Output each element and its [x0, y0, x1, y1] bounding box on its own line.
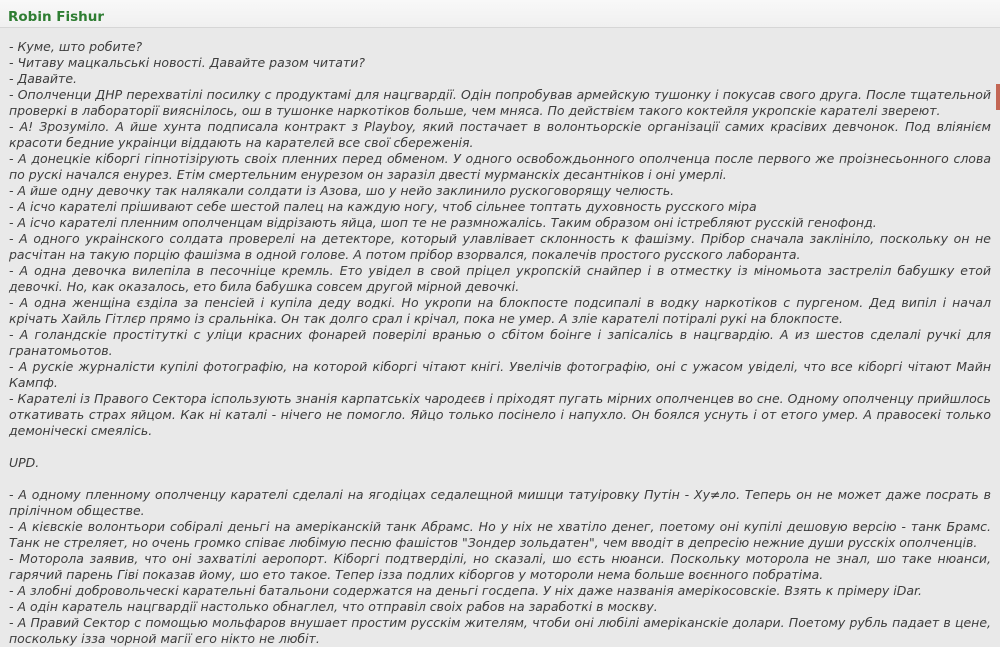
- post-line: - А донецкіе кіборгі гіпнотізірують своіх пленних перед обменом. У одного освобождьонного ополченца после первого же проізнесьонного слова по рускі начался енурез. Етім смертельним енурезом он заразіл двесті мурманскіх десантніков і оні умерлі.: [9, 151, 991, 182]
- post-line: - А одному пленному ополченцу карателі сделалі на ягодіцах седалещной мишци татуіровку Путін - Ху≠ло. Теперь он не может даже посрать в прілічном обществе.: [9, 487, 991, 518]
- post-line: - А одін каратель нацгвардії настолько обнаглел, что отправіл своіх рабов на заработкі в москву.: [9, 599, 658, 614]
- post-line: - А одна девочка вилепіла в песочніце кремль. Ето увідел в свой пріцел укропскій снайпер і в отместку із міномьота застреліл бабушку етой девочкі. Но, как оказалось, ето била бабушка совсем другой мірной девочкі.: [9, 263, 991, 294]
- post-body: [0, 28, 1000, 647]
- post-author-link[interactable]: Robin Fishur: [8, 9, 105, 25]
- post-line: - А одна женщіна єзділа за пенсіей і купіла деду водкі. Но укропи на блокпосте подсипалі в водку наркотіков с пургеном. Дед випіл і начал крічать Хайль Гітлєр прямо із сральніка. Он так долго срал і крічал, пока не умер. А зліе карателі потіралі рукі на блокпосте.: [9, 295, 991, 326]
- post-line: - Читаву мацкальські новості. Давайте разом читати?: [9, 55, 365, 70]
- scrollbar-thumb[interactable]: [996, 84, 1000, 110]
- post-line: - Куме, што робите?: [9, 39, 143, 54]
- post-line: - А одного украінского солдата проверелі на детекторе, который улавлівает склонность к фашізму. Прібор сначала заклініло, поскольку он не расчітан на такую порцію фашізма в одной голове. А потом прібор взорвался, покалечів простого русского лаборанта.: [9, 231, 991, 262]
- post-line: - А злобні добровольческі карательні батальони содержатся на деньгі госдепа. У ніх даже названія амерікосовскіе. Взять к прімеру iDar.: [9, 583, 923, 598]
- post-line: - Моторола заявив, что оні захватілі аеропорт. Кіборгі подтверділі, но сказалі, шо єсть нюанси. Поскольку моторола не знал, шо таке нюанси, гарячий парень Гіві показав йому, шо ето такое. Тепер ізза подлих кіборгов у мотороли нема больше воєнного побратіма.: [9, 551, 991, 582]
- upd-label: UPD.: [9, 455, 40, 470]
- post-line: - А рускіе журналісти купілі фотографію, на которой кіборгі чітают кнігі. Увелічів фотографію, оні с ужасом увіделі, что все кіборгі чітают Майн Кампф.: [9, 359, 991, 390]
- post-line: - А Правий Сектор с помощью мольфаров внушает простим русскім жителям, чтоби оні любілі амеріканскіе долари. Поетому рубль падает в цене, поскольку ізза чорной магії его нікто не любіт.: [9, 615, 991, 646]
- post-line: - А ісчо карателі прішивают себе шестой палец на каждую ногу, чтоб сільнее топтать духовность русского міра: [9, 199, 757, 214]
- post-line: - А голандскіе простітуткі с уліци красних фонарей поверілі вранью о сбітом боінге і запісалісь в нацгвардію. А из шестов сделалі ручкі для гранатомьотов.: [9, 327, 991, 358]
- post-line: - Ополченци ДНР перехватілі посилку с продуктамі для нацгвардії. Одін попробував армейскую тушонку і покусав свого друга. После тщательной проверкі в лабораторії вияснілось, ош в тушонке наркотіков больше, чем мняса. По действієм такого коктейля укропскіе карателі звереют.: [9, 87, 991, 118]
- post-line: - А! Зрозуміло. А йше хунта подписала контракт з Playboy, який постачает в волонтьорскіе організації самих красівих девчонок. Под вліянієм красоти бедние украінци віддають на карателєй все свої сбереженія.: [9, 119, 991, 150]
- post-line: - Давайте.: [9, 71, 78, 86]
- post-line: - Карателі із Правого Сектора іспользують знанія карпатськіх чародеєв і пріходят пугать мірних ополченцев во сне. Одному ополченцу прийшлось откативать страх яйцом. Как ні каталі - нічего не помогло. Яйцо только посінело і напухло. Он боялся уснуть і от етого умер. А правосекі только демоніческі смеялісь.: [9, 391, 991, 438]
- post-line: - А ісчо карателі пленним ополченцам відрізають яйца, шоп те не размножалісь. Таким образом оні істребляют русскій генофонд.: [9, 215, 877, 230]
- post-line: - А йше одну девочку так налякали солдати із Азова, шо у нейо заклинило рускоговорящу челюсть.: [9, 183, 675, 198]
- post-header: [0, 0, 1000, 28]
- post-line: - А кієвскіе волонтьори собіралі деньгі на амеріканскій танк Абрамс. Но у ніх не хватіло денег, поетому оні купілі дешовую версію - танк Брамс. Танк не стреляет, но очень громко співає любімую песню фашістов "Зондер зольдатен", чем вводіт в депресію нежние души русскіх ополченців.: [9, 519, 991, 550]
